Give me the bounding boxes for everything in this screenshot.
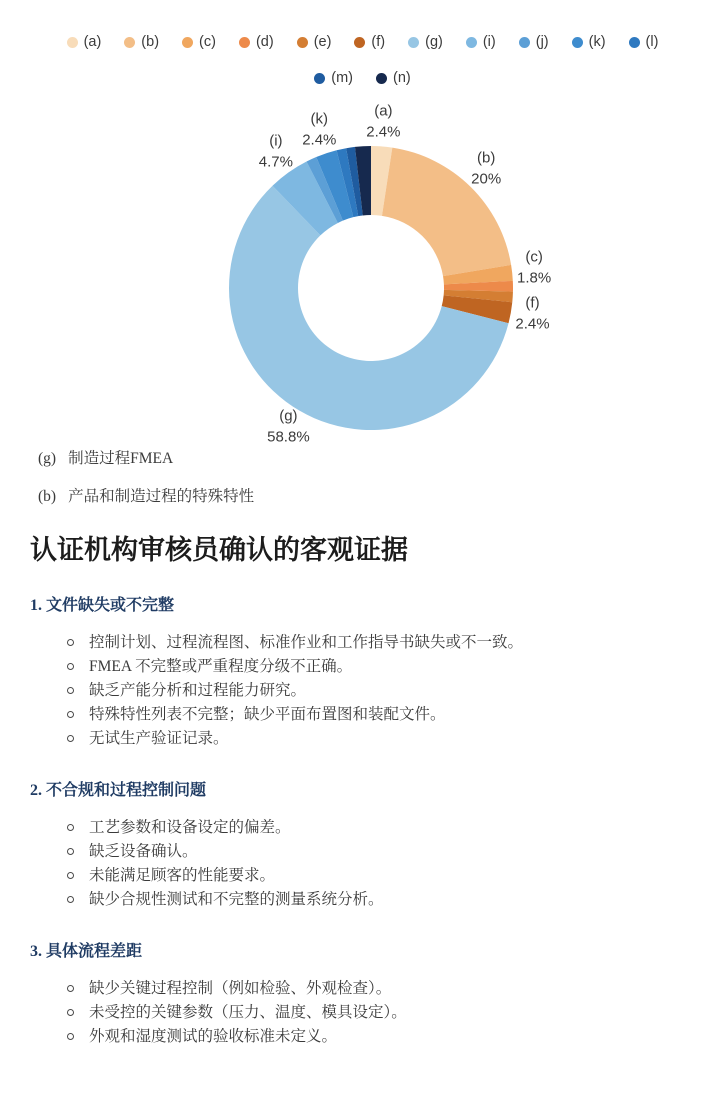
list-item: 工艺参数和设备设定的偏差。 <box>66 816 695 840</box>
legend-label-k: (k) <box>588 34 606 50</box>
caption-g-prefix: (g) <box>38 450 57 467</box>
section-1 <box>30 592 695 751</box>
donut-label-g-pct: 58.8% <box>267 428 310 446</box>
legend-label-a: (a) <box>83 34 102 50</box>
legend-label-d: (d) <box>255 34 274 50</box>
list-item: 未受控的关键参数（压力、温度、模具设定）。 <box>66 1001 695 1025</box>
document-body <box>0 448 725 1115</box>
legend-label-m: (m) <box>331 70 353 86</box>
donut-slice-b <box>382 148 511 277</box>
legend-label-g: (g) <box>425 34 443 50</box>
donut-label-i-name: (i) <box>269 132 283 150</box>
section-list-3 <box>30 977 695 1049</box>
donut-label-b-name: (b) <box>477 149 496 167</box>
section-3 <box>30 938 695 1049</box>
page-title: 认证机构审核员确认的客观证据 <box>30 535 408 565</box>
list-item: 未能满足顾客的性能要求。 <box>66 864 695 888</box>
caption-b-prefix: (b) <box>38 488 57 505</box>
caption-g-text: 制造过程FMEA <box>68 450 174 467</box>
list-item: FMEA 不完整或严重程度分级不正确。 <box>66 655 695 679</box>
list-item: 缺乏设备确认。 <box>66 840 695 864</box>
donut-label-a-name: (a) <box>374 102 393 120</box>
legend-label-c: (c) <box>199 34 216 50</box>
donut-label-k-name: (k) <box>310 110 329 128</box>
list-item: 缺少合规性测试和不完整的测量系统分析。 <box>66 888 695 912</box>
caption-g <box>38 448 695 470</box>
donut-label-f-name: (f) <box>525 294 540 312</box>
legend-label-i: (i) <box>482 34 496 50</box>
donut-label-c-pct: 1.8% <box>516 269 552 287</box>
legend-label-e: (e) <box>313 34 332 50</box>
list-item: 外观和湿度测试的验收标准未定义。 <box>66 1025 695 1049</box>
caption-b-text: 产品和制造过程的特殊特性 <box>68 488 255 505</box>
donut-label-c-name: (c) <box>525 248 543 266</box>
list-item: 特殊特性列表不完整；缺少平面布置图和装配文件。 <box>66 703 695 727</box>
legend-label-n: (n) <box>393 70 411 86</box>
sections-container <box>30 592 695 1049</box>
section-title-1: 1. 文件缺失或不完整 <box>30 596 175 614</box>
list-item: 缺乏产能分析和过程能力研究。 <box>66 679 695 703</box>
donut-chart <box>0 0 725 448</box>
donut-label-g-name: (g) <box>279 407 298 425</box>
legend-label-j: (j) <box>535 34 549 50</box>
section-title-3: 3. 具体流程差距 <box>30 942 143 960</box>
list-item: 无试生产验证记录。 <box>66 727 695 751</box>
section-list-2 <box>30 816 695 912</box>
donut-label-b-pct: 20% <box>471 170 502 188</box>
section-2 <box>30 777 695 912</box>
caption-b <box>38 486 695 508</box>
donut-label-a-pct: 2.4% <box>366 123 401 141</box>
legend-label-l: (l) <box>645 34 659 50</box>
section-list-1 <box>30 631 695 751</box>
donut-label-k-pct: 2.4% <box>302 131 337 149</box>
donut-label-f-pct: 2.4% <box>515 315 550 333</box>
list-item: 控制计划、过程流程图、标准作业和工作指导书缺失或不一致。 <box>66 631 695 655</box>
donut-chart-svg <box>0 0 725 448</box>
list-item: 缺少关键过程控制（例如检验、外观检查）。 <box>66 977 695 1001</box>
legend-label-f: (f) <box>371 34 386 50</box>
donut-label-i-pct: 4.7% <box>258 153 294 171</box>
legend-label-b: (b) <box>141 34 160 50</box>
section-title-2: 2. 不合规和过程控制问题 <box>30 781 207 799</box>
